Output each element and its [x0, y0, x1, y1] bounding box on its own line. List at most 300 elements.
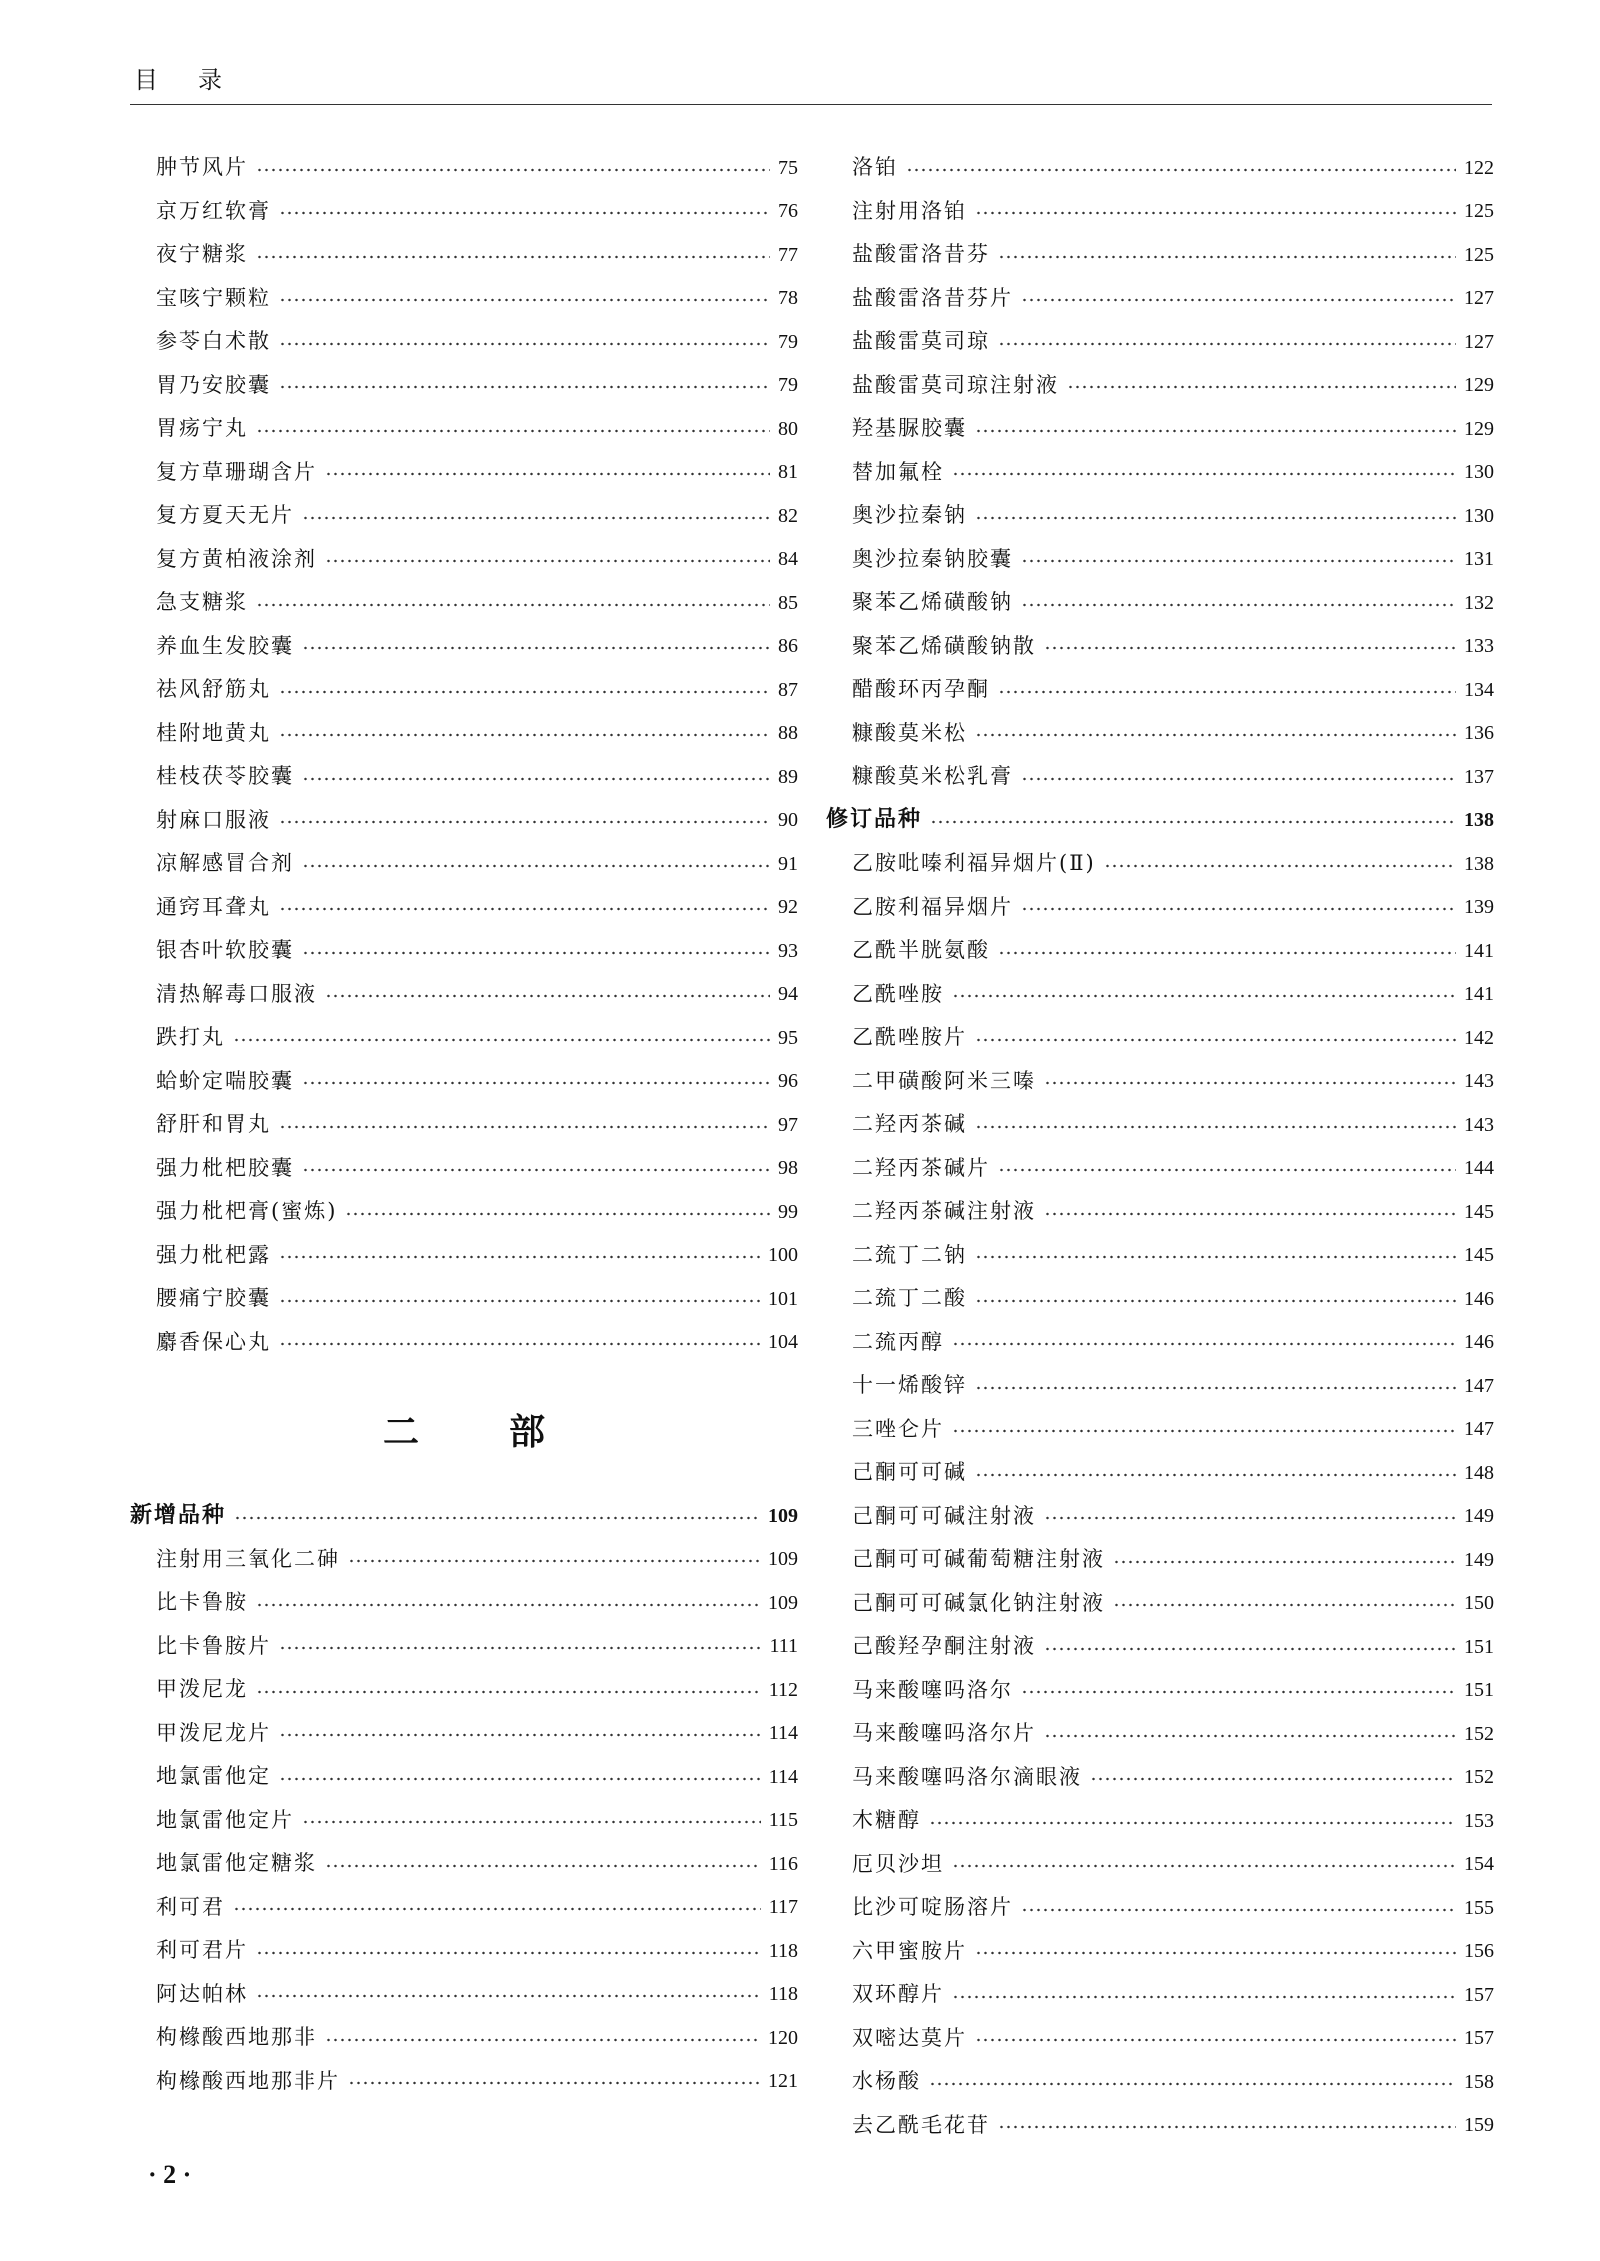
toc-entry-page: 130	[1464, 504, 1494, 527]
leader-dots	[975, 428, 1456, 434]
toc-entry[interactable]	[130, 233, 798, 277]
toc-entry-title: 参苓白术散	[156, 329, 271, 354]
toc-entry-title: 乙酰唑胺片	[852, 1025, 967, 1050]
toc-entry-page: 157	[1464, 2027, 1494, 2050]
toc-entry-page: 87	[778, 678, 798, 701]
toc-entry[interactable]	[130, 1973, 798, 2017]
toc-entry[interactable]	[130, 1712, 798, 1756]
toc-entry[interactable]	[826, 1190, 1494, 1234]
leader-dots	[975, 1124, 1456, 1130]
toc-entry[interactable]	[826, 1712, 1494, 1756]
toc-entry-title: 枸橼酸西地那非片	[156, 2068, 340, 2093]
leader-dots	[279, 732, 770, 738]
toc-entry-title: 祛风舒筋丸	[156, 677, 271, 702]
toc-entry-title: 地氯雷他定糖浆	[156, 1851, 317, 1876]
toc-entry[interactable]	[826, 1886, 1494, 1930]
toc-entry-page: 144	[1464, 1157, 1494, 1180]
leader-dots	[1021, 1907, 1456, 1913]
leader-dots	[952, 1428, 1456, 1434]
toc-entry[interactable]	[826, 1669, 1494, 1713]
page-number: · 2 ·	[148, 2160, 192, 2189]
toc-entry-title: 胃疡宁丸	[156, 416, 248, 441]
toc-entry[interactable]	[826, 973, 1494, 1017]
toc-entry-title: 比卡鲁胺	[156, 1590, 248, 1615]
leader-dots	[998, 254, 1456, 260]
toc-entry-title: 注射用三氧化二砷	[156, 1546, 340, 1571]
toc-entry-title: 厄贝沙坦	[852, 1851, 944, 1876]
leader-dots	[279, 1341, 760, 1347]
toc-entry-title: 二巯丁二钠	[852, 1242, 967, 1267]
leader-dots	[325, 1863, 761, 1869]
toc-list-new	[130, 1538, 798, 2104]
toc-entry[interactable]	[130, 1929, 798, 1973]
leader-dots	[1021, 776, 1456, 782]
toc-entry-page: 152	[1464, 1766, 1494, 1789]
toc-entry-title: 跌打丸	[156, 1025, 225, 1050]
toc-entry-page: 99	[778, 1200, 798, 1223]
toc-entry[interactable]	[826, 1625, 1494, 1669]
leader-dots	[348, 1558, 760, 1564]
toc-entry[interactable]	[130, 2016, 798, 2060]
leader-dots	[975, 515, 1456, 521]
section-title: 新增品种	[130, 1502, 227, 1528]
toc-entry-title: 双环醇片	[852, 1982, 944, 2007]
toc-entry[interactable]	[130, 1668, 798, 1712]
toc-entry[interactable]	[826, 1538, 1494, 1582]
toc-entry-title: 复方夏天无片	[156, 503, 294, 528]
leader-dots	[302, 1819, 761, 1825]
leader-dots	[998, 1167, 1456, 1173]
toc-entry[interactable]	[130, 973, 798, 1017]
leader-dots	[975, 1254, 1456, 1260]
toc-entry[interactable]	[826, 451, 1494, 495]
toc-entry-title: 通窍耳聋丸	[156, 894, 271, 919]
toc-entry-title: 腰痛宁胶囊	[156, 1286, 271, 1311]
leader-dots	[998, 689, 1456, 695]
toc-entry[interactable]	[130, 1755, 798, 1799]
leader-dots	[256, 1602, 760, 1608]
toc-entry-title: 马来酸噻吗洛尔	[852, 1677, 1013, 1702]
leader-dots	[1021, 906, 1456, 912]
toc-entry[interactable]	[130, 625, 798, 669]
toc-entry[interactable]	[130, 1103, 798, 1147]
toc-list-revised	[826, 842, 1494, 2147]
toc-entry[interactable]	[826, 1234, 1494, 1278]
toc-entry-title: 马来酸噻吗洛尔片	[852, 1721, 1036, 1746]
leader-dots	[975, 2037, 1456, 2043]
leader-dots	[1113, 1602, 1456, 1608]
toc-entry[interactable]	[130, 1886, 798, 1930]
toc-entry[interactable]	[826, 2060, 1494, 2104]
leader-dots	[256, 428, 770, 434]
toc-entry-title: 二巯丙醇	[852, 1329, 944, 1354]
toc-list-right-top	[826, 146, 1494, 799]
toc-entry-page: 96	[778, 1070, 798, 1093]
toc-entry-page: 136	[1464, 722, 1494, 745]
leader-dots	[1044, 1211, 1456, 1217]
toc-entry-page: 91	[778, 852, 798, 875]
leader-dots	[233, 1906, 761, 1912]
toc-entry[interactable]	[826, 1103, 1494, 1147]
part-heading: 二部	[382, 1410, 635, 1453]
toc-entry-title: 地氯雷他定	[156, 1764, 271, 1789]
toc-entry-title: 京万红软膏	[156, 198, 271, 223]
toc-entry-title: 聚苯乙烯磺酸钠散	[852, 633, 1036, 658]
toc-entry-page: 146	[1464, 1287, 1494, 1310]
toc-entry-page: 86	[778, 635, 798, 658]
leader-dots	[929, 1820, 1456, 1826]
toc-entry[interactable]	[130, 364, 798, 408]
leader-dots	[302, 776, 770, 782]
toc-entry-page: 129	[1464, 374, 1494, 397]
toc-entry[interactable]	[130, 1581, 798, 1625]
toc-entry-page: 150	[1464, 1592, 1494, 1615]
toc-entry-title: 醋酸环丙孕酮	[852, 677, 990, 702]
toc-entry-page: 79	[778, 374, 798, 397]
leader-dots	[256, 254, 770, 260]
leader-dots	[279, 1254, 760, 1260]
toc-entry-page: 122	[1464, 156, 1494, 179]
toc-entry-page: 81	[778, 461, 798, 484]
toc-entry-page: 159	[1464, 2114, 1494, 2137]
leader-dots	[302, 950, 770, 956]
toc-entry[interactable]	[130, 1538, 798, 1582]
toc-entry[interactable]	[826, 1582, 1494, 1626]
leader-dots	[279, 1732, 761, 1738]
toc-entry[interactable]	[826, 1495, 1494, 1539]
leader-dots	[302, 515, 770, 521]
toc-entry-page: 158	[1464, 2070, 1494, 2093]
toc-entry-title: 凉解感冒合剂	[156, 851, 294, 876]
toc-entry[interactable]	[826, 668, 1494, 712]
leader-dots	[279, 297, 770, 303]
toc-entry-page: 153	[1464, 1809, 1494, 1832]
toc-entry-page: 148	[1464, 1461, 1494, 1484]
toc-entry[interactable]	[130, 277, 798, 321]
toc-entry-title: 马来酸噻吗洛尔滴眼液	[852, 1764, 1082, 1789]
toc-entry[interactable]	[826, 233, 1494, 277]
toc-entry[interactable]	[826, 712, 1494, 756]
toc-entry[interactable]	[130, 1147, 798, 1191]
toc-entry-title: 乙酰唑胺	[852, 981, 944, 1006]
leader-dots	[1044, 645, 1456, 651]
leader-dots	[975, 1472, 1456, 1478]
toc-entry-title: 二羟丙茶碱片	[852, 1155, 990, 1180]
toc-entry-page: 111	[769, 1635, 798, 1658]
toc-entry[interactable]	[130, 538, 798, 582]
toc-entry-page: 145	[1464, 1244, 1494, 1267]
leader-dots	[279, 819, 770, 825]
leader-dots	[279, 689, 770, 695]
leader-dots	[256, 1950, 761, 1956]
toc-entry-title: 三唑仑片	[852, 1416, 944, 1441]
toc-left-column	[130, 146, 798, 2103]
leader-dots	[302, 1167, 770, 1173]
toc-entry-title: 十一烯酸锌	[852, 1373, 967, 1398]
toc-entry-title: 二巯丁二酸	[852, 1286, 967, 1311]
header-title: 目录	[134, 66, 262, 94]
toc-entry-page: 139	[1464, 896, 1494, 919]
toc-entry-page: 154	[1464, 1853, 1494, 1876]
toc-entry-page: 152	[1464, 1722, 1494, 1745]
toc-entry-page: 114	[768, 1765, 798, 1788]
toc-entry[interactable]	[130, 320, 798, 364]
leader-dots	[325, 993, 770, 999]
toc-entry[interactable]	[826, 581, 1494, 625]
toc-entry[interactable]	[130, 190, 798, 234]
section-page: 109	[768, 1504, 798, 1527]
toc-entry[interactable]	[826, 1147, 1494, 1191]
toc-entry[interactable]	[826, 1843, 1494, 1887]
toc-entry-page: 109	[768, 1548, 798, 1571]
toc-entry[interactable]	[826, 929, 1494, 973]
toc-entry[interactable]	[826, 2104, 1494, 2148]
toc-entry[interactable]	[130, 581, 798, 625]
toc-entry-page: 143	[1464, 1113, 1494, 1136]
toc-entry-title: 强力枇杷露	[156, 1242, 271, 1267]
toc-entry-page: 88	[778, 722, 798, 745]
toc-entry-title: 甲泼尼龙	[156, 1677, 248, 1702]
toc-entry-page: 94	[778, 983, 798, 1006]
leader-dots	[325, 471, 770, 477]
toc-entry[interactable]	[826, 1930, 1494, 1974]
toc-entry[interactable]	[826, 1451, 1494, 1495]
toc-entry-page: 149	[1464, 1548, 1494, 1571]
toc-entry-page: 118	[768, 1939, 798, 1962]
toc-entry-page: 90	[778, 809, 798, 832]
toc-entry-title: 己酮可可碱注射液	[852, 1503, 1036, 1528]
toc-entry[interactable]	[130, 451, 798, 495]
toc-entry-page: 125	[1464, 243, 1494, 266]
toc-entry-page: 151	[1464, 1635, 1494, 1658]
toc-entry-page: 157	[1464, 1983, 1494, 2006]
toc-entry-title: 己酸羟孕酮注射液	[852, 1634, 1036, 1659]
leader-dots	[302, 863, 770, 869]
leader-dots	[975, 1950, 1456, 1956]
toc-entry-title: 比沙可啶肠溶片	[852, 1895, 1013, 1920]
toc-entry-title: 己酮可可碱葡萄糖注射液	[852, 1547, 1105, 1572]
toc-entry[interactable]	[130, 799, 798, 843]
toc-entry[interactable]	[826, 755, 1494, 799]
toc-entry-page: 95	[778, 1026, 798, 1049]
toc-entry-title: 阿达帕林	[156, 1981, 248, 2006]
toc-entry[interactable]	[826, 842, 1494, 886]
leader-dots	[1104, 863, 1456, 869]
toc-entry[interactable]	[826, 886, 1494, 930]
toc-entry-page: 97	[778, 1113, 798, 1136]
toc-entry[interactable]	[826, 1016, 1494, 1060]
toc-entry[interactable]	[826, 277, 1494, 321]
toc-entry[interactable]	[130, 1060, 798, 1104]
toc-entry[interactable]	[826, 1408, 1494, 1452]
leader-dots	[348, 2080, 760, 2086]
toc-entry-title: 养血生发胶囊	[156, 633, 294, 658]
toc-entry-title: 乙酰半胱氨酸	[852, 938, 990, 963]
toc-right-column	[826, 146, 1494, 2147]
toc-entry-title: 二羟丙茶碱注射液	[852, 1199, 1036, 1224]
toc-entry-title: 麝香保心丸	[156, 1329, 271, 1354]
toc-entry-page: 146	[1464, 1331, 1494, 1354]
toc-entry[interactable]	[130, 494, 798, 538]
toc-entry[interactable]	[826, 146, 1494, 190]
toc-entry[interactable]	[826, 1799, 1494, 1843]
toc-entry-page: 82	[778, 504, 798, 527]
toc-entry-page: 155	[1464, 1896, 1494, 1919]
toc-entry-page: 76	[778, 200, 798, 223]
toc-entry-page: 104	[768, 1331, 798, 1354]
toc-entry-title: 乙胺利福异烟片	[852, 894, 1013, 919]
toc-entry-title: 糠酸莫米松	[852, 720, 967, 745]
toc-entry[interactable]	[826, 407, 1494, 451]
toc-entry[interactable]	[130, 929, 798, 973]
toc-entry-page: 147	[1464, 1374, 1494, 1397]
toc-entry[interactable]	[826, 494, 1494, 538]
toc-entry-title: 盐酸雷莫司琼	[852, 329, 990, 354]
leader-dots	[952, 993, 1456, 999]
leader-dots	[279, 906, 770, 912]
toc-entry-page: 133	[1464, 635, 1494, 658]
toc-entry[interactable]	[130, 1321, 798, 1365]
toc-entry-page: 109	[768, 1591, 798, 1614]
toc-entry[interactable]	[826, 538, 1494, 582]
leader-dots	[1067, 384, 1456, 390]
toc-entry-title: 利可君片	[156, 1938, 248, 1963]
toc-entry[interactable]	[130, 712, 798, 756]
leader-dots	[906, 167, 1456, 173]
toc-entry-title: 夜宁糖浆	[156, 242, 248, 267]
toc-entry-title: 胃乃安胶囊	[156, 372, 271, 397]
toc-entry[interactable]	[130, 755, 798, 799]
toc-entry-title: 甲泼尼龙片	[156, 1720, 271, 1745]
leader-dots	[952, 1994, 1456, 2000]
toc-entry-page: 93	[778, 939, 798, 962]
toc-entry-page: 137	[1464, 765, 1494, 788]
toc-entry-title: 比卡鲁胺片	[156, 1633, 271, 1658]
toc-entry-title: 双嘧达莫片	[852, 2025, 967, 2050]
toc-entry[interactable]	[130, 668, 798, 712]
leader-dots	[975, 1298, 1456, 1304]
toc-entry-page: 149	[1464, 1505, 1494, 1528]
toc-entry-page: 112	[768, 1678, 798, 1701]
toc-entry-page: 85	[778, 591, 798, 614]
toc-entry-title: 去乙酰毛花苷	[852, 2112, 990, 2137]
toc-entry[interactable]	[130, 2060, 798, 2104]
leader-dots	[279, 1776, 761, 1782]
toc-entry[interactable]	[130, 1190, 798, 1234]
toc-entry[interactable]	[130, 886, 798, 930]
toc-entry-title: 己酮可可碱	[852, 1460, 967, 1485]
leader-dots	[302, 1080, 770, 1086]
toc-entry-title: 水杨酸	[852, 2069, 921, 2094]
leader-dots	[345, 1211, 770, 1217]
leader-dots	[1021, 558, 1456, 564]
toc-entry[interactable]	[826, 364, 1494, 408]
section-heading-revised[interactable]	[826, 799, 1494, 843]
toc-entry[interactable]	[130, 1842, 798, 1886]
toc-entry[interactable]	[826, 2017, 1494, 2061]
toc-entry[interactable]	[826, 1060, 1494, 1104]
leader-dots	[279, 1298, 760, 1304]
leader-dots	[975, 210, 1456, 216]
toc-entry-title: 强力枇杷胶囊	[156, 1155, 294, 1180]
toc-entry-page: 134	[1464, 678, 1494, 701]
toc-entry[interactable]	[826, 1364, 1494, 1408]
toc-entry[interactable]	[130, 1234, 798, 1278]
toc-entry[interactable]	[826, 320, 1494, 364]
leader-dots	[279, 1124, 770, 1130]
leader-dots	[256, 1689, 761, 1695]
toc-entry-title: 二羟丙茶碱	[852, 1112, 967, 1137]
toc-entry-title: 羟基脲胶囊	[852, 416, 967, 441]
toc-entry[interactable]	[130, 146, 798, 190]
toc-entry-page: 145	[1464, 1200, 1494, 1223]
toc-entry[interactable]	[826, 1277, 1494, 1321]
toc-entry[interactable]	[130, 1625, 798, 1669]
toc-entry[interactable]	[130, 1799, 798, 1843]
toc-entry-title: 糠酸莫米松乳膏	[852, 764, 1013, 789]
toc-entry-title: 洛铂	[852, 155, 898, 180]
leader-dots	[998, 950, 1456, 956]
toc-entry-page: 77	[778, 243, 798, 266]
leader-dots	[952, 1863, 1456, 1869]
toc-entry[interactable]	[130, 407, 798, 451]
toc-entry-page: 89	[778, 765, 798, 788]
leader-dots	[279, 210, 770, 216]
running-header	[130, 60, 1492, 105]
toc-entry-title: 枸橼酸西地那非	[156, 2025, 317, 2050]
leader-dots	[998, 341, 1456, 347]
toc-entry-page: 125	[1464, 200, 1494, 223]
toc-entry-title: 奥沙拉秦钠胶囊	[852, 546, 1013, 571]
leader-dots	[279, 384, 770, 390]
leader-dots	[1044, 1646, 1456, 1652]
toc-entry[interactable]	[130, 1016, 798, 1060]
toc-entry-page: 114	[768, 1722, 798, 1745]
leader-dots	[975, 1037, 1456, 1043]
toc-entry-page: 118	[768, 1983, 798, 2006]
toc-entry[interactable]	[130, 842, 798, 886]
toc-entry-title: 六甲蜜胺片	[852, 1938, 967, 1963]
toc-entry-title: 注射用洛铂	[852, 198, 967, 223]
toc-entry[interactable]	[826, 1321, 1494, 1365]
toc-entry-title: 利可君	[156, 1894, 225, 1919]
toc-entry-title: 木糖醇	[852, 1808, 921, 1833]
toc-entry[interactable]	[130, 1277, 798, 1321]
leader-dots	[1021, 1689, 1456, 1695]
toc-entry-title: 强力枇杷膏(蜜炼)	[156, 1199, 338, 1224]
leader-dots	[1044, 1733, 1456, 1739]
leader-dots	[952, 1341, 1456, 1347]
toc-entry-page: 78	[778, 287, 798, 310]
toc-entry-page: 79	[778, 330, 798, 353]
leader-dots	[975, 732, 1456, 738]
toc-entry-title: 复方草珊瑚含片	[156, 459, 317, 484]
leader-dots	[952, 471, 1456, 477]
toc-entry[interactable]	[826, 190, 1494, 234]
toc-entry[interactable]	[826, 1756, 1494, 1800]
toc-entry-title: 替加氟栓	[852, 459, 944, 484]
toc-entry-page: 100	[768, 1244, 798, 1267]
leader-dots	[1021, 297, 1456, 303]
toc-entry[interactable]	[826, 1973, 1494, 2017]
section-heading-new[interactable]	[130, 1494, 798, 1538]
toc-entry[interactable]	[826, 625, 1494, 669]
leader-dots	[233, 1037, 770, 1043]
toc-entry-title: 宝咳宁颗粒	[156, 285, 271, 310]
toc-entry-title: 桂附地黄丸	[156, 720, 271, 745]
toc-entry-title: 射麻口服液	[156, 807, 271, 832]
toc-entry-page: 115	[768, 1809, 798, 1832]
